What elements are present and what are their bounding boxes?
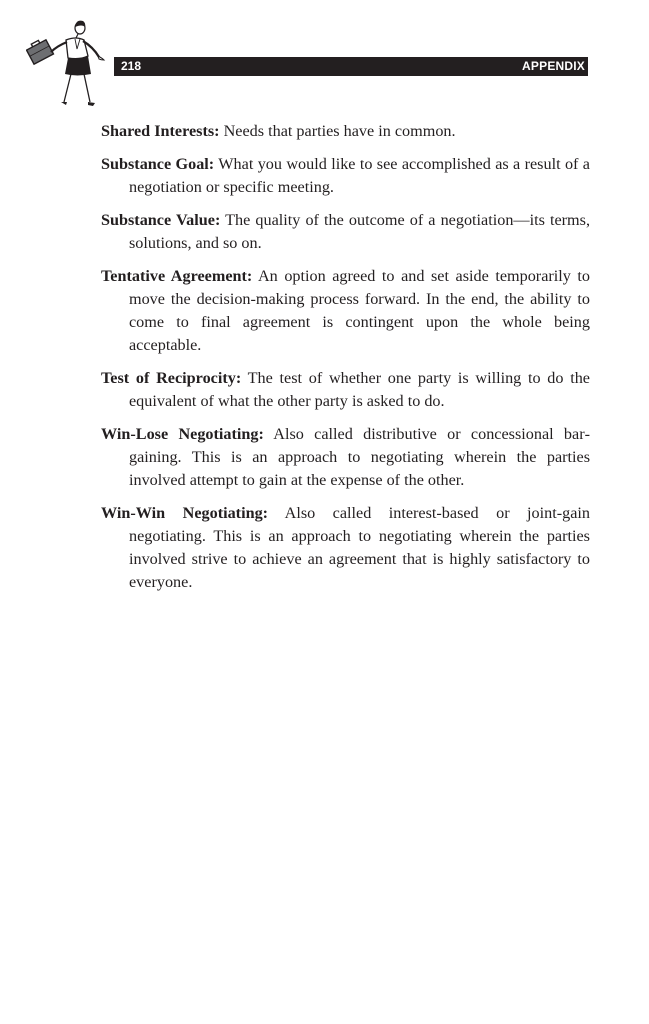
- briefcase-icon: [26, 37, 53, 64]
- glossary-definition: An option agreed to and set aside temporarily to move the decision-making process forward. In the end, the ability to come to final agreement is contingent upon the whole being acceptable.: [129, 267, 590, 354]
- glossary-entry-test-of-reciprocity: [101, 367, 590, 413]
- glossary-list: [101, 120, 590, 604]
- businesswoman-illustration: [26, 18, 108, 108]
- glossary-term: Tentative Agreement:: [101, 267, 253, 285]
- glossary-definition: Also called interest-based or joint-gain negotiating. This is an approach to negotiating wherein the parties involved strive to achieve an agreement that is highly satisfactory to everyone.: [129, 504, 590, 591]
- running-header-bar: [114, 57, 588, 76]
- glossary-entry-substance-goal: [101, 153, 590, 199]
- glossary-term: Win-Win Negotiating:: [101, 504, 269, 522]
- glossary-entry-substance-value: [101, 209, 590, 255]
- glossary-term: Substance Goal:: [101, 155, 215, 173]
- glossary-definition: What you would like to see accomplished as a result of a negotiation or specific meeting.: [129, 155, 590, 196]
- glossary-definition: The test of whether one party is willing to do the equivalent of what the other party is asked to do.: [129, 369, 590, 410]
- glossary-entry-win-lose-negotiating: [101, 423, 590, 492]
- glossary-entry-win-win-negotiating: [101, 502, 590, 594]
- glossary-definition: Also called distributive or concessional bargaining. This is an approach to negotiating wherein the parties involved attempt to gain at the expense of the other.: [129, 425, 590, 489]
- glossary-entry-shared-interests: [101, 120, 590, 143]
- glossary-entry-tentative-agreement: [101, 265, 590, 357]
- glossary-definition: The quality of the outcome of a negotiation—its terms, solutions, and so on.: [129, 211, 590, 252]
- glossary-term: Substance Value:: [101, 211, 221, 229]
- glossary-term: Shared Interests:: [101, 122, 220, 140]
- glossary-definition: Needs that parties have in common.: [223, 122, 456, 140]
- glossary-term: Test of Reciprocity:: [101, 369, 242, 387]
- glossary-term: Win-Lose Negotiating:: [101, 425, 264, 443]
- running-head-title: APPENDIX: [522, 59, 585, 73]
- page-number: 218: [121, 59, 142, 73]
